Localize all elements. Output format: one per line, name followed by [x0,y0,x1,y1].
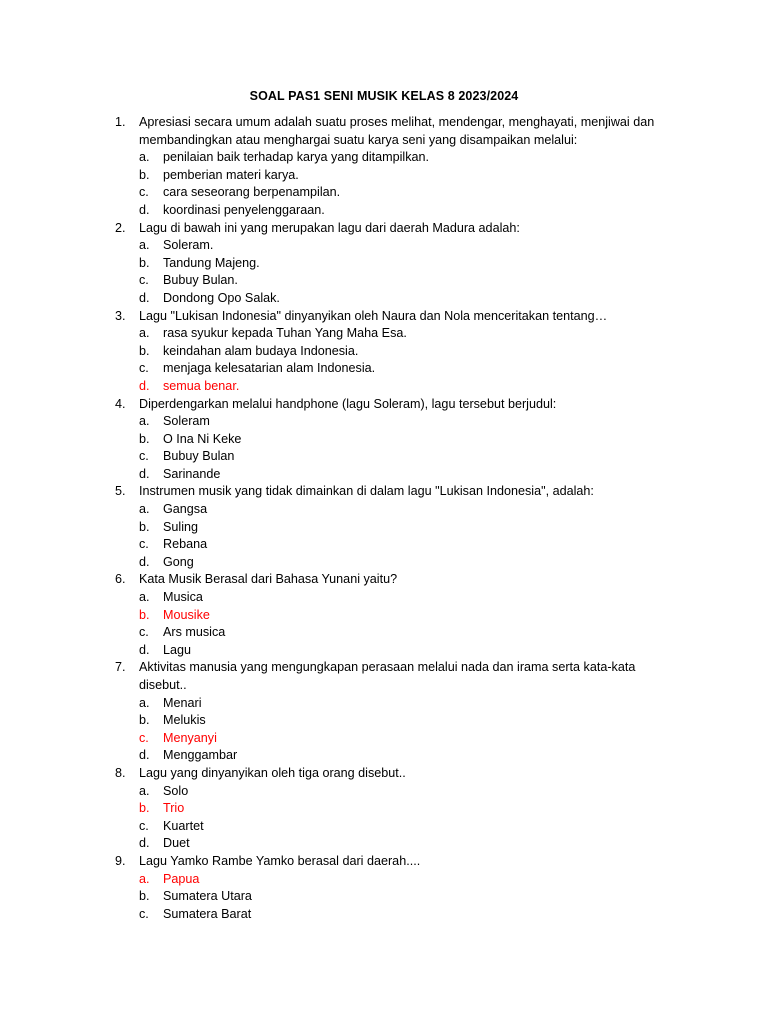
option-letter: c. [139,273,149,288]
option-text: pemberian materi karya. [163,167,299,182]
option-letter: b. [139,801,150,816]
question-item [0,220,768,308]
answer-option-correct [0,730,768,748]
question-line [0,114,768,132]
question-line [0,396,768,414]
answer-option-correct [0,871,768,889]
answer-option [0,747,768,765]
option-letter: d. [139,202,150,217]
option-letter: a. [139,238,150,253]
answer-option [0,431,768,449]
answer-option-correct [0,607,768,625]
option-letter: a. [139,502,150,517]
option-letter: c. [139,449,149,464]
answer-option [0,712,768,730]
question-line [0,659,768,677]
answer-option [0,325,768,343]
question-text: Lagu di bawah ini yang merupakan lagu dari daerah Madura adalah: [139,220,520,235]
answer-option [0,448,768,466]
question-line [0,308,768,326]
option-text: cara seseorang berpenampilan. [163,185,341,200]
question-item [0,765,768,853]
question-text: Lagu yang dinyanyikan oleh tiga orang disebut.. [139,765,406,780]
option-letter: b. [139,167,150,182]
option-text: Ars musica [163,625,226,640]
option-letter: a. [139,783,150,798]
option-letter: a. [139,326,150,341]
option-text: Papua [163,871,200,886]
option-text: Gong [163,554,194,569]
answer-option-correct [0,378,768,396]
option-text: Lagu [163,642,192,657]
option-text: Rebana [163,537,208,552]
question-number: 1. [115,115,126,129]
question-line [0,483,768,501]
question-number: 9. [115,853,126,868]
option-letter: a. [139,590,150,605]
answer-option [0,184,768,202]
question-text: Diperdengarkan melalui handphone (lagu Soleram), lagu tersebut berjudul: [139,396,557,411]
question-list [0,114,768,923]
option-letter: a. [139,695,150,710]
option-text: Bubuy Bulan [163,449,235,464]
answer-option [0,272,768,290]
option-text: Musica [163,590,203,605]
answer-option [0,149,768,167]
option-text: keindahan alam budaya Indonesia. [163,343,359,358]
question-line [0,132,768,150]
option-text: Sumatera Barat [163,906,252,921]
question-number: 5. [115,484,126,499]
answer-option [0,783,768,801]
answer-option [0,519,768,537]
option-text: Dondong Opo Salak. [163,290,280,305]
answer-option [0,536,768,554]
option-text: Gangsa [163,502,208,517]
answer-option [0,624,768,642]
option-text: Menari [163,695,202,710]
answer-option [0,642,768,660]
answer-option [0,290,768,308]
question-item [0,114,768,220]
answer-option [0,906,768,924]
answer-option [0,413,768,431]
question-number: 6. [115,572,126,587]
answer-option [0,695,768,713]
option-letter: b. [139,713,150,728]
question-number: 8. [115,765,126,780]
option-text: menjaga kelesatarian alam Indonesia. [163,361,376,376]
option-letter: d. [139,466,150,481]
option-letter: c. [139,730,149,745]
question-text: Instrumen musik yang tidak dimainkan di dalam lagu "Lukisan Indonesia", adalah: [139,484,594,499]
option-text: Sarinande [163,466,221,481]
option-letter: d. [139,290,150,305]
answer-option [0,589,768,607]
option-text: Soleram [163,414,210,429]
question-text: Lagu Yamko Rambe Yamko berasal dari daerah.... [139,853,421,868]
option-letter: b. [139,607,150,622]
answer-option [0,202,768,220]
option-letter: b. [139,255,150,270]
question-text: membandingkan atau menghargai suatu karya seni yang disampaikan melalui: [139,132,578,147]
answer-option-correct [0,800,768,818]
question-text: Kata Musik Berasal dari Bahasa Yunani yaitu? [139,572,398,587]
answer-option [0,360,768,378]
question-line [0,571,768,589]
question-line [0,220,768,238]
option-letter: b. [139,519,150,534]
question-number: 2. [115,220,126,235]
option-letter: b. [139,889,150,904]
option-text: Kuartet [163,818,204,833]
option-letter: b. [139,343,150,358]
option-letter: c. [139,818,149,833]
option-letter: d. [139,748,150,763]
answer-option [0,255,768,273]
option-letter: c. [139,906,149,921]
option-text: rasa syukur kepada Tuhan Yang Maha Esa. [163,326,407,341]
option-text: Sumatera Utara [163,889,252,904]
answer-option [0,818,768,836]
question-text: Lagu "Lukisan Indonesia" dinyanyikan oleh Naura dan Nola menceritakan tentang… [139,308,608,323]
answer-option [0,466,768,484]
option-text: Mousike [163,607,210,622]
answer-option [0,554,768,572]
option-letter: b. [139,431,150,446]
answer-option [0,888,768,906]
question-item [0,308,768,396]
answer-option [0,343,768,361]
option-text: penilaian baik terhadap karya yang ditampilkan. [163,150,430,165]
question-line [0,853,768,871]
option-letter: c. [139,361,149,376]
option-letter: a. [139,414,150,429]
question-text: Apresiasi secara umum adalah suatu proses melihat, mendengar, menghayati, menjiwai dan [139,115,655,129]
option-text: Melukis [163,713,206,728]
question-item [0,483,768,571]
option-letter: c. [139,185,149,200]
question-text: disebut.. [139,678,187,692]
question-text: Aktivitas manusia yang mengungkapan perasaan melalui nada dan irama serta kata-kata [139,660,636,675]
question-item [0,659,768,765]
option-text: Duet [163,836,190,851]
answer-option [0,501,768,519]
document-title: SOAL PAS1 SENI MUSIK KELAS 8 2023/2024 [249,89,519,103]
option-letter: d. [139,642,150,657]
option-text: Bubuy Bulan. [163,273,238,288]
option-text: semua benar. [163,378,240,393]
question-line [0,677,768,695]
option-letter: d. [139,554,150,569]
question-number: 7. [115,660,126,675]
question-item [0,571,768,659]
option-letter: c. [139,537,149,552]
option-letter: d. [139,378,150,393]
answer-option [0,167,768,185]
question-item [0,396,768,484]
question-line [0,765,768,783]
option-text: Menyanyi [163,730,217,745]
option-letter: a. [139,871,150,886]
option-text: Trio [163,801,185,816]
option-letter: d. [139,836,150,851]
option-text: O Ina Ni Keke [163,431,242,446]
option-text: Soleram. [163,238,214,253]
option-text: Suling [163,519,199,534]
option-letter: c. [139,625,149,640]
question-number: 3. [115,308,126,323]
option-text: Tandung Majeng. [163,255,260,270]
option-letter: a. [139,150,150,165]
question-number: 4. [115,396,126,411]
option-text: koordinasi penyelenggaraan. [163,202,325,217]
answer-option [0,237,768,255]
option-text: Solo [163,783,189,798]
question-item [0,853,768,923]
answer-option [0,835,768,853]
option-text: Menggambar [163,748,238,763]
